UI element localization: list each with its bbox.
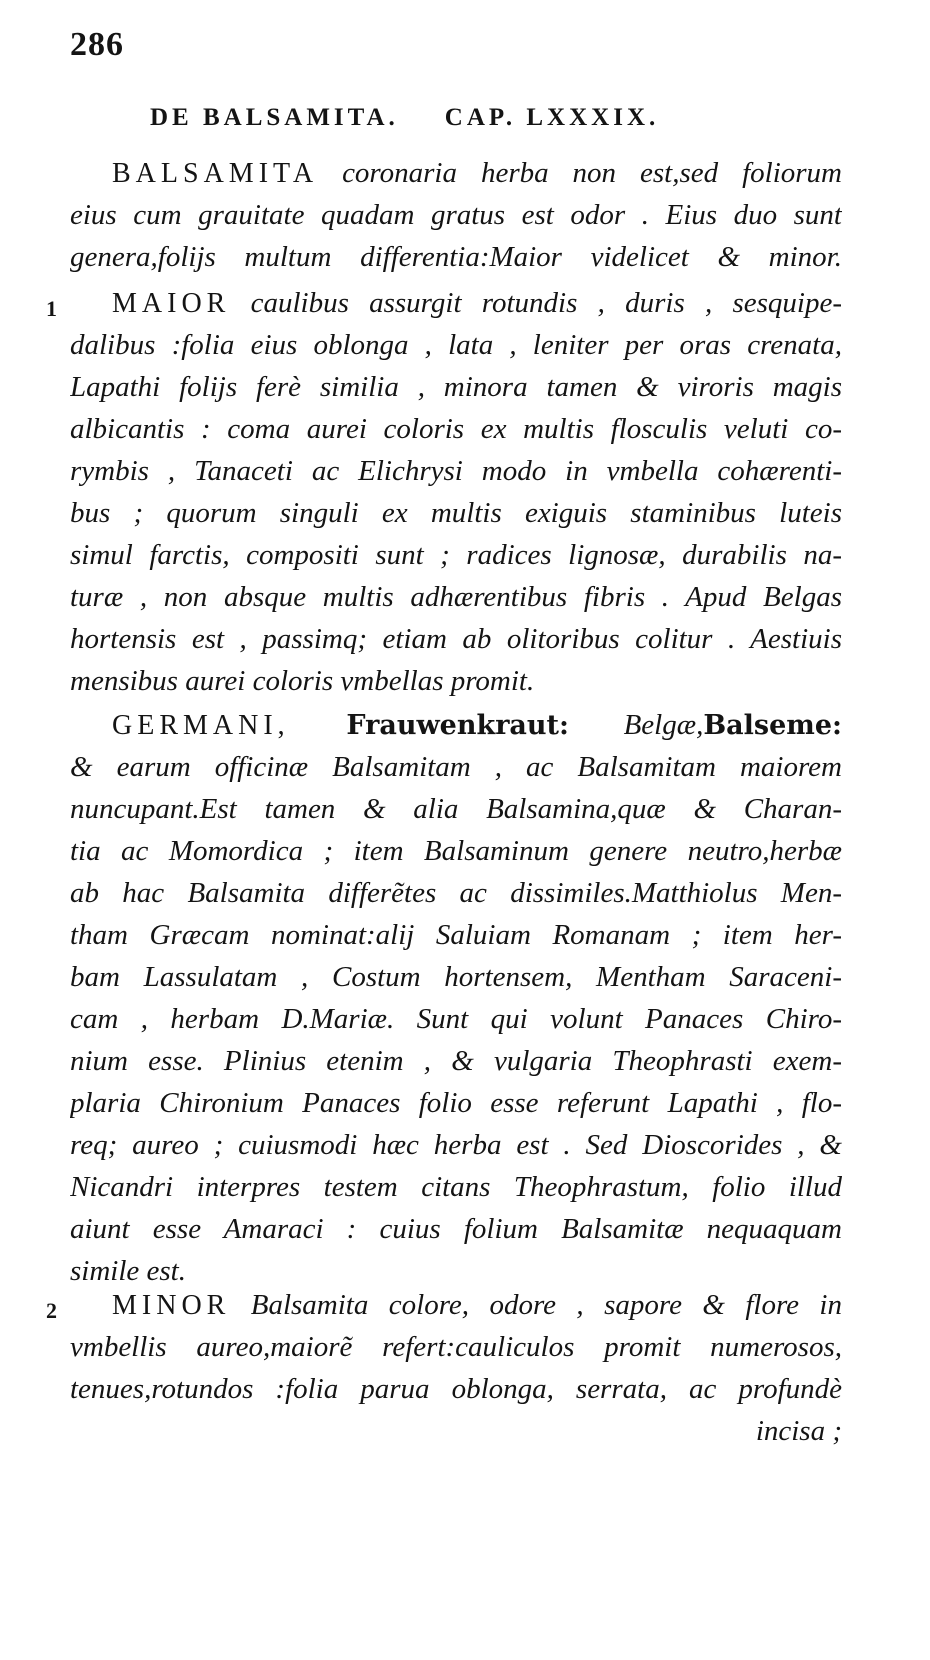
catchword: incisa ;: [755, 1415, 842, 1447]
text-line: bam Lassulatam , Costum hortensem, Mentham Saraceni-: [70, 961, 842, 993]
text-line: MINOR Balsamita colore, odore , sapore & flore in: [112, 1289, 842, 1321]
text-line: tham Græcam nominat:alij Saluiam Romanam ; item her-: [70, 919, 842, 951]
text-line: GERMANI, Frauwenkraut: Belgæ,Balseme:: [112, 709, 842, 741]
text-line: mensibus aurei coloris vmbellas promit.: [70, 665, 535, 697]
text-line: ab hac Balsamita differẽtes ac dissimiles.Matthiolus Men-: [70, 877, 842, 909]
text-line: aiunt esse Amaraci : cuius folium Balsamitæ nequaquam: [70, 1213, 842, 1245]
text-line: Lapathi folijs ferè similia , minora tamen & viroris magis: [70, 371, 842, 403]
text-line: bus ; quorum singuli ex multis exiguis staminibus luteis: [70, 497, 842, 529]
lead-word: BALSAMITA: [112, 158, 319, 189]
text-line: nium esse. Plinius etenim , & vulgaria Theophrasti exem-: [70, 1045, 842, 1077]
text-line: simile est.: [70, 1255, 186, 1287]
text-line: nuncupant.Est tamen & alia Balsamina,quæ & Charan-: [70, 793, 842, 825]
lead-word: MAIOR: [112, 288, 231, 319]
text-line: hortensis est , passimq; etiam ab olitoribus colitur . Aestiuis: [70, 623, 842, 655]
text-line: vmbellis aureo,maiorẽ refert:cauliculos promit numerosos,: [70, 1331, 842, 1363]
text-line: req; aureo ; cuiusmodi hæc herba est . Sed Dioscorides , &: [70, 1129, 842, 1161]
text-line: genera,folijs multum differentia:Maior videlicet & minor.: [70, 241, 842, 273]
text-line: cam , herbam D.Mariæ. Sunt qui volunt Panaces Chiro-: [70, 1003, 842, 1035]
running-head: [150, 104, 659, 132]
text-line: rymbis , Tanaceti ac Elichrysi modo in vmbella cohærenti-: [70, 455, 842, 487]
chapter-number: CAP. LXXXIX.: [444, 104, 660, 131]
blackletter-word: Balseme:: [703, 710, 842, 741]
margin-number-2: 2: [46, 1298, 57, 1323]
text-line: Nicandri interpres testem citans Theophrastum, folio illud: [70, 1171, 842, 1203]
page-number: 286: [70, 26, 124, 63]
text-line: eius cum grauitate quadam gratus est odor . Eius duo sunt: [70, 199, 842, 231]
text-line: simul farctis, compositi sunt ; radices lignosæ, durabilis na-: [70, 539, 842, 571]
text-line: dalibus :folia eius oblonga , lata , leniter per oras crenata,: [70, 329, 842, 361]
text-line: plaria Chironium Panaces folio esse referunt Lapathi , flo-: [70, 1087, 842, 1119]
lead-word: MINOR: [112, 1290, 231, 1321]
text-line: turæ , non absque multis adhærentibus fibris . Apud Belgas: [70, 581, 842, 613]
text-line: BALSAMITA coronaria herba non est,sed foliorum: [112, 157, 842, 189]
text-line: & earum officinæ Balsamitam , ac Balsamitam maiorem: [70, 751, 842, 783]
text-line: albicantis : coma aurei coloris ex multis flosculis veluti co-: [70, 413, 842, 445]
text-line: tia ac Momordica ; item Balsaminum genere neutro,herbæ: [70, 835, 842, 867]
margin-number-1: 1: [46, 296, 57, 321]
text-line: MAIOR caulibus assurgit rotundis , duris , sesquipe-: [112, 287, 842, 319]
blackletter-word: Frauwenkraut:: [289, 710, 569, 741]
lead-word: GERMANI,: [112, 710, 290, 741]
chapter-title: DE BALSAMITA.: [150, 104, 399, 131]
text-line: tenues,rotundos :folia parua oblonga, serrata, ac profundè: [70, 1373, 842, 1405]
